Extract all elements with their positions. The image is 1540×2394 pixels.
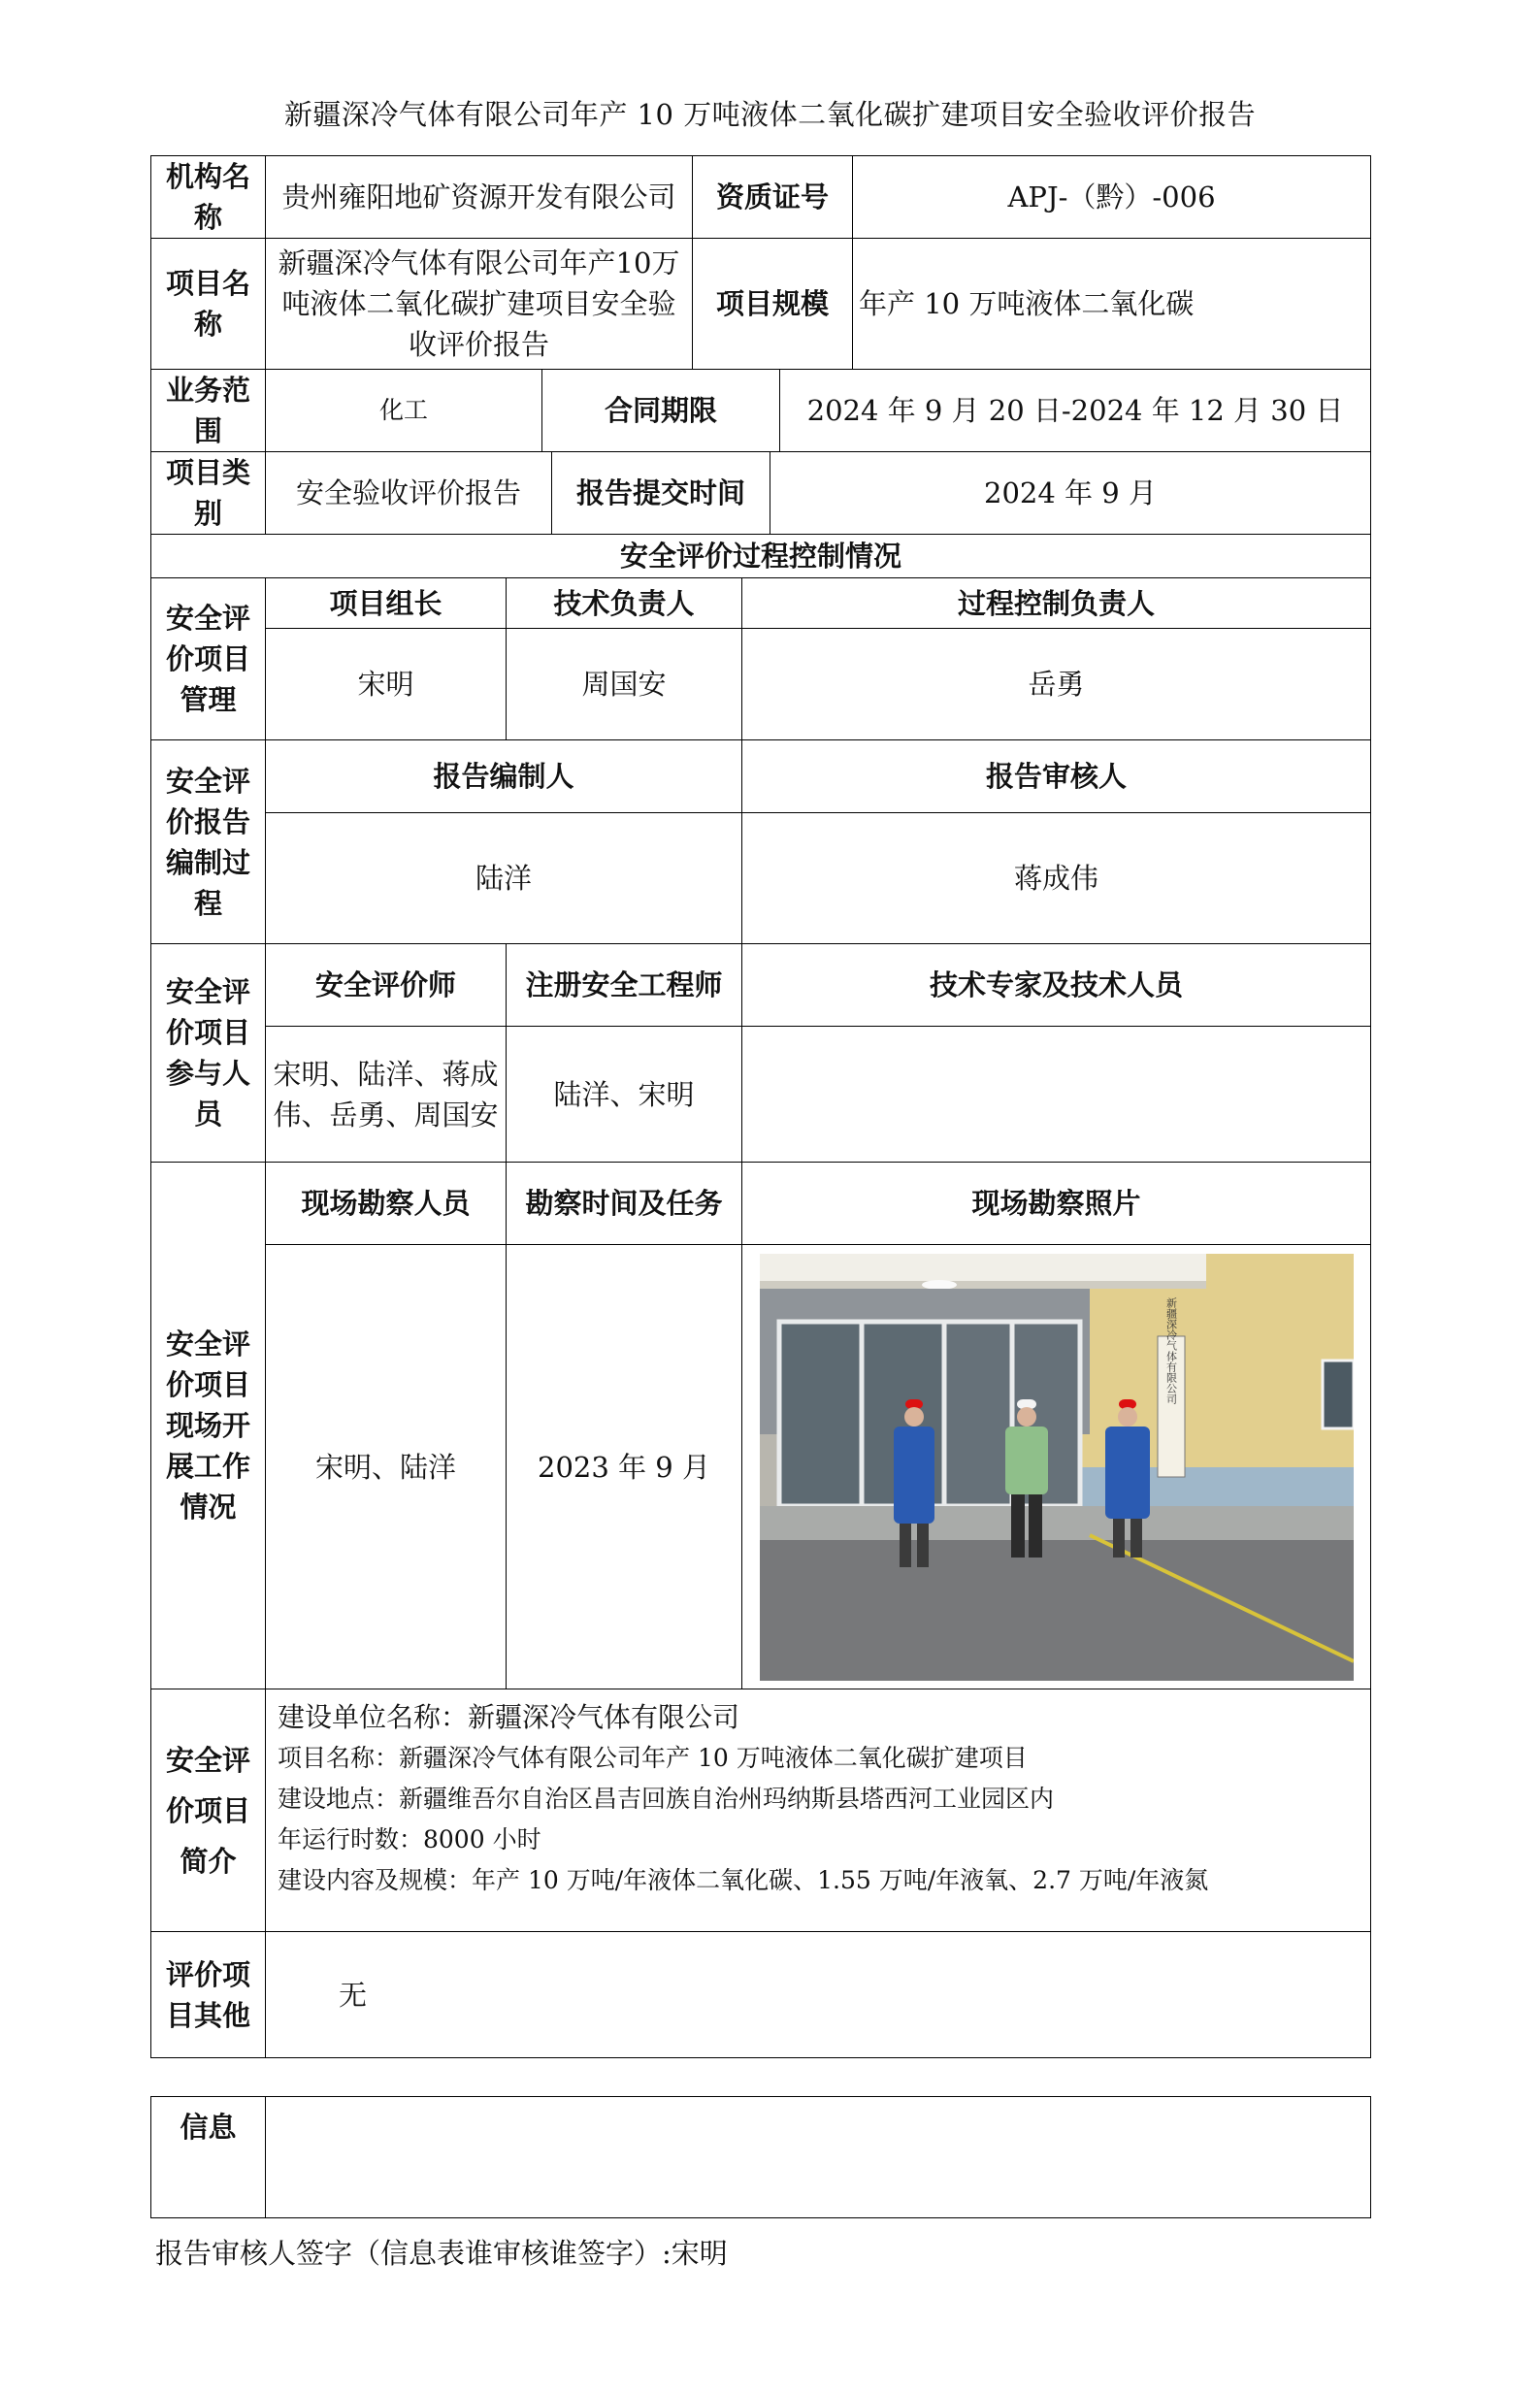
reviewer-value: 蒋成伟 xyxy=(742,813,1371,944)
site-time-header: 勘察时间及任务 xyxy=(507,1163,742,1245)
site-photo-cell xyxy=(742,1245,1371,1689)
site-photo xyxy=(760,1254,1354,1681)
members-label: 安全评价项目参与人员 xyxy=(151,944,266,1163)
photo-sign-text: 新疆深冷气体有限公司 xyxy=(1164,1296,1177,1404)
reviewer-header: 报告审核人 xyxy=(742,740,1371,813)
intro-line-2: 项目名称：新疆深冷气体有限公司年产 10 万吨液体二氧化碳扩建项目 xyxy=(278,1744,1028,1772)
project-scale: 年产 10 万吨液体二氧化碳 xyxy=(853,239,1371,370)
project-name-label: 项目名称 xyxy=(151,239,266,370)
contract-table xyxy=(150,369,1371,452)
engineers-value: 陆洋、宋明 xyxy=(507,1027,742,1163)
intro-line-4: 年运行时数：8000 小时 xyxy=(278,1825,541,1853)
process-section-header xyxy=(150,534,1371,578)
evaluators-value: 宋明、陆洋、蒋成伟、岳勇、周国安 xyxy=(266,1027,507,1163)
site-label: 安全评价项目现场开展工作情况 xyxy=(151,1163,266,1689)
site-staff-header: 现场勘察人员 xyxy=(266,1163,507,1245)
other-label: 评价项目其他 xyxy=(151,1932,266,2058)
management-table xyxy=(150,577,1371,740)
org-info-table xyxy=(150,155,1371,370)
intro-line-3: 建设地点：新疆维吾尔自治区昌吉回族自治州玛纳斯县塔西河工业园区内 xyxy=(278,1785,1055,1813)
info-label: 信息 xyxy=(151,2097,266,2218)
scope-value: 化工 xyxy=(266,370,542,452)
intro-table xyxy=(150,1689,1371,2058)
project-name: 新疆深冷气体有限公司年产10万吨液体二氧化碳扩建项目安全验收评价报告 xyxy=(266,239,693,370)
contract-label: 合同期限 xyxy=(542,370,780,452)
tech-header: 技术负责人 xyxy=(507,578,742,629)
project-type: 安全验收评价报告 xyxy=(266,452,552,535)
intro-content xyxy=(266,1689,1371,1932)
experts-value xyxy=(742,1027,1371,1163)
info-table xyxy=(150,2096,1371,2218)
page-title: 新疆深冷气体有限公司年产 10 万吨液体二氧化碳扩建项目安全验收评价报告 xyxy=(283,98,1257,131)
ctrl-header: 过程控制负责人 xyxy=(742,578,1371,629)
intro-line-5: 建设内容及规模：年产 10 万吨/年液体二氧化碳、1.55 万吨/年液氧、2.7 万吨/年液氮 xyxy=(278,1866,1209,1894)
submit-time-label: 报告提交时间 xyxy=(552,452,770,535)
info-value xyxy=(266,2097,1371,2218)
submit-time: 2024 年 9 月 xyxy=(770,452,1371,535)
site-photo-image xyxy=(760,1254,1354,1681)
report-table xyxy=(150,739,1371,944)
project-scale-label: 项目规模 xyxy=(693,239,853,370)
scope-label: 业务范围 xyxy=(151,370,266,452)
mgmt-label: 安全评价项目管理 xyxy=(151,578,266,740)
site-photo-header: 现场勘察照片 xyxy=(742,1163,1371,1245)
intro-label: 安全评价项目简介 xyxy=(151,1689,266,1932)
experts-header: 技术专家及技术人员 xyxy=(742,944,1371,1027)
members-table xyxy=(150,943,1371,1163)
cert-number: APJ-（黔）-006 xyxy=(853,156,1371,239)
report-label: 安全评价报告编制过程 xyxy=(151,740,266,944)
site-time-value: 2023 年 9 月 xyxy=(507,1245,742,1689)
evaluator-header: 安全评价师 xyxy=(266,944,507,1027)
leader-header: 项目组长 xyxy=(266,578,507,629)
cert-label: 资质证号 xyxy=(693,156,853,239)
other-value: 无 xyxy=(266,1932,1371,2058)
site-table xyxy=(150,1162,1371,1689)
leader-value: 宋明 xyxy=(266,629,507,740)
intro-line-1: 建设单位名称：新疆深冷气体有限公司 xyxy=(278,1701,740,1733)
project-type-label: 项目类别 xyxy=(151,452,266,535)
author-value: 陆洋 xyxy=(266,813,742,944)
footer-signature: 报告审核人签字（信息表谁审核谁签字）:宋明 xyxy=(155,2237,728,2270)
tech-value: 周国安 xyxy=(507,629,742,740)
engineer-header: 注册安全工程师 xyxy=(507,944,742,1027)
site-staff-value: 宋明、陆洋 xyxy=(266,1245,507,1689)
type-table xyxy=(150,451,1371,535)
process-section-title: 安全评价过程控制情况 xyxy=(151,535,1371,578)
org-name-label: 机构名称 xyxy=(151,156,266,239)
ctrl-value: 岳勇 xyxy=(742,629,1371,740)
org-name: 贵州雍阳地矿资源开发有限公司 xyxy=(266,156,693,239)
contract-period: 2024 年 9 月 20 日-2024 年 12 月 30 日 xyxy=(780,370,1371,452)
author-header: 报告编制人 xyxy=(266,740,742,813)
